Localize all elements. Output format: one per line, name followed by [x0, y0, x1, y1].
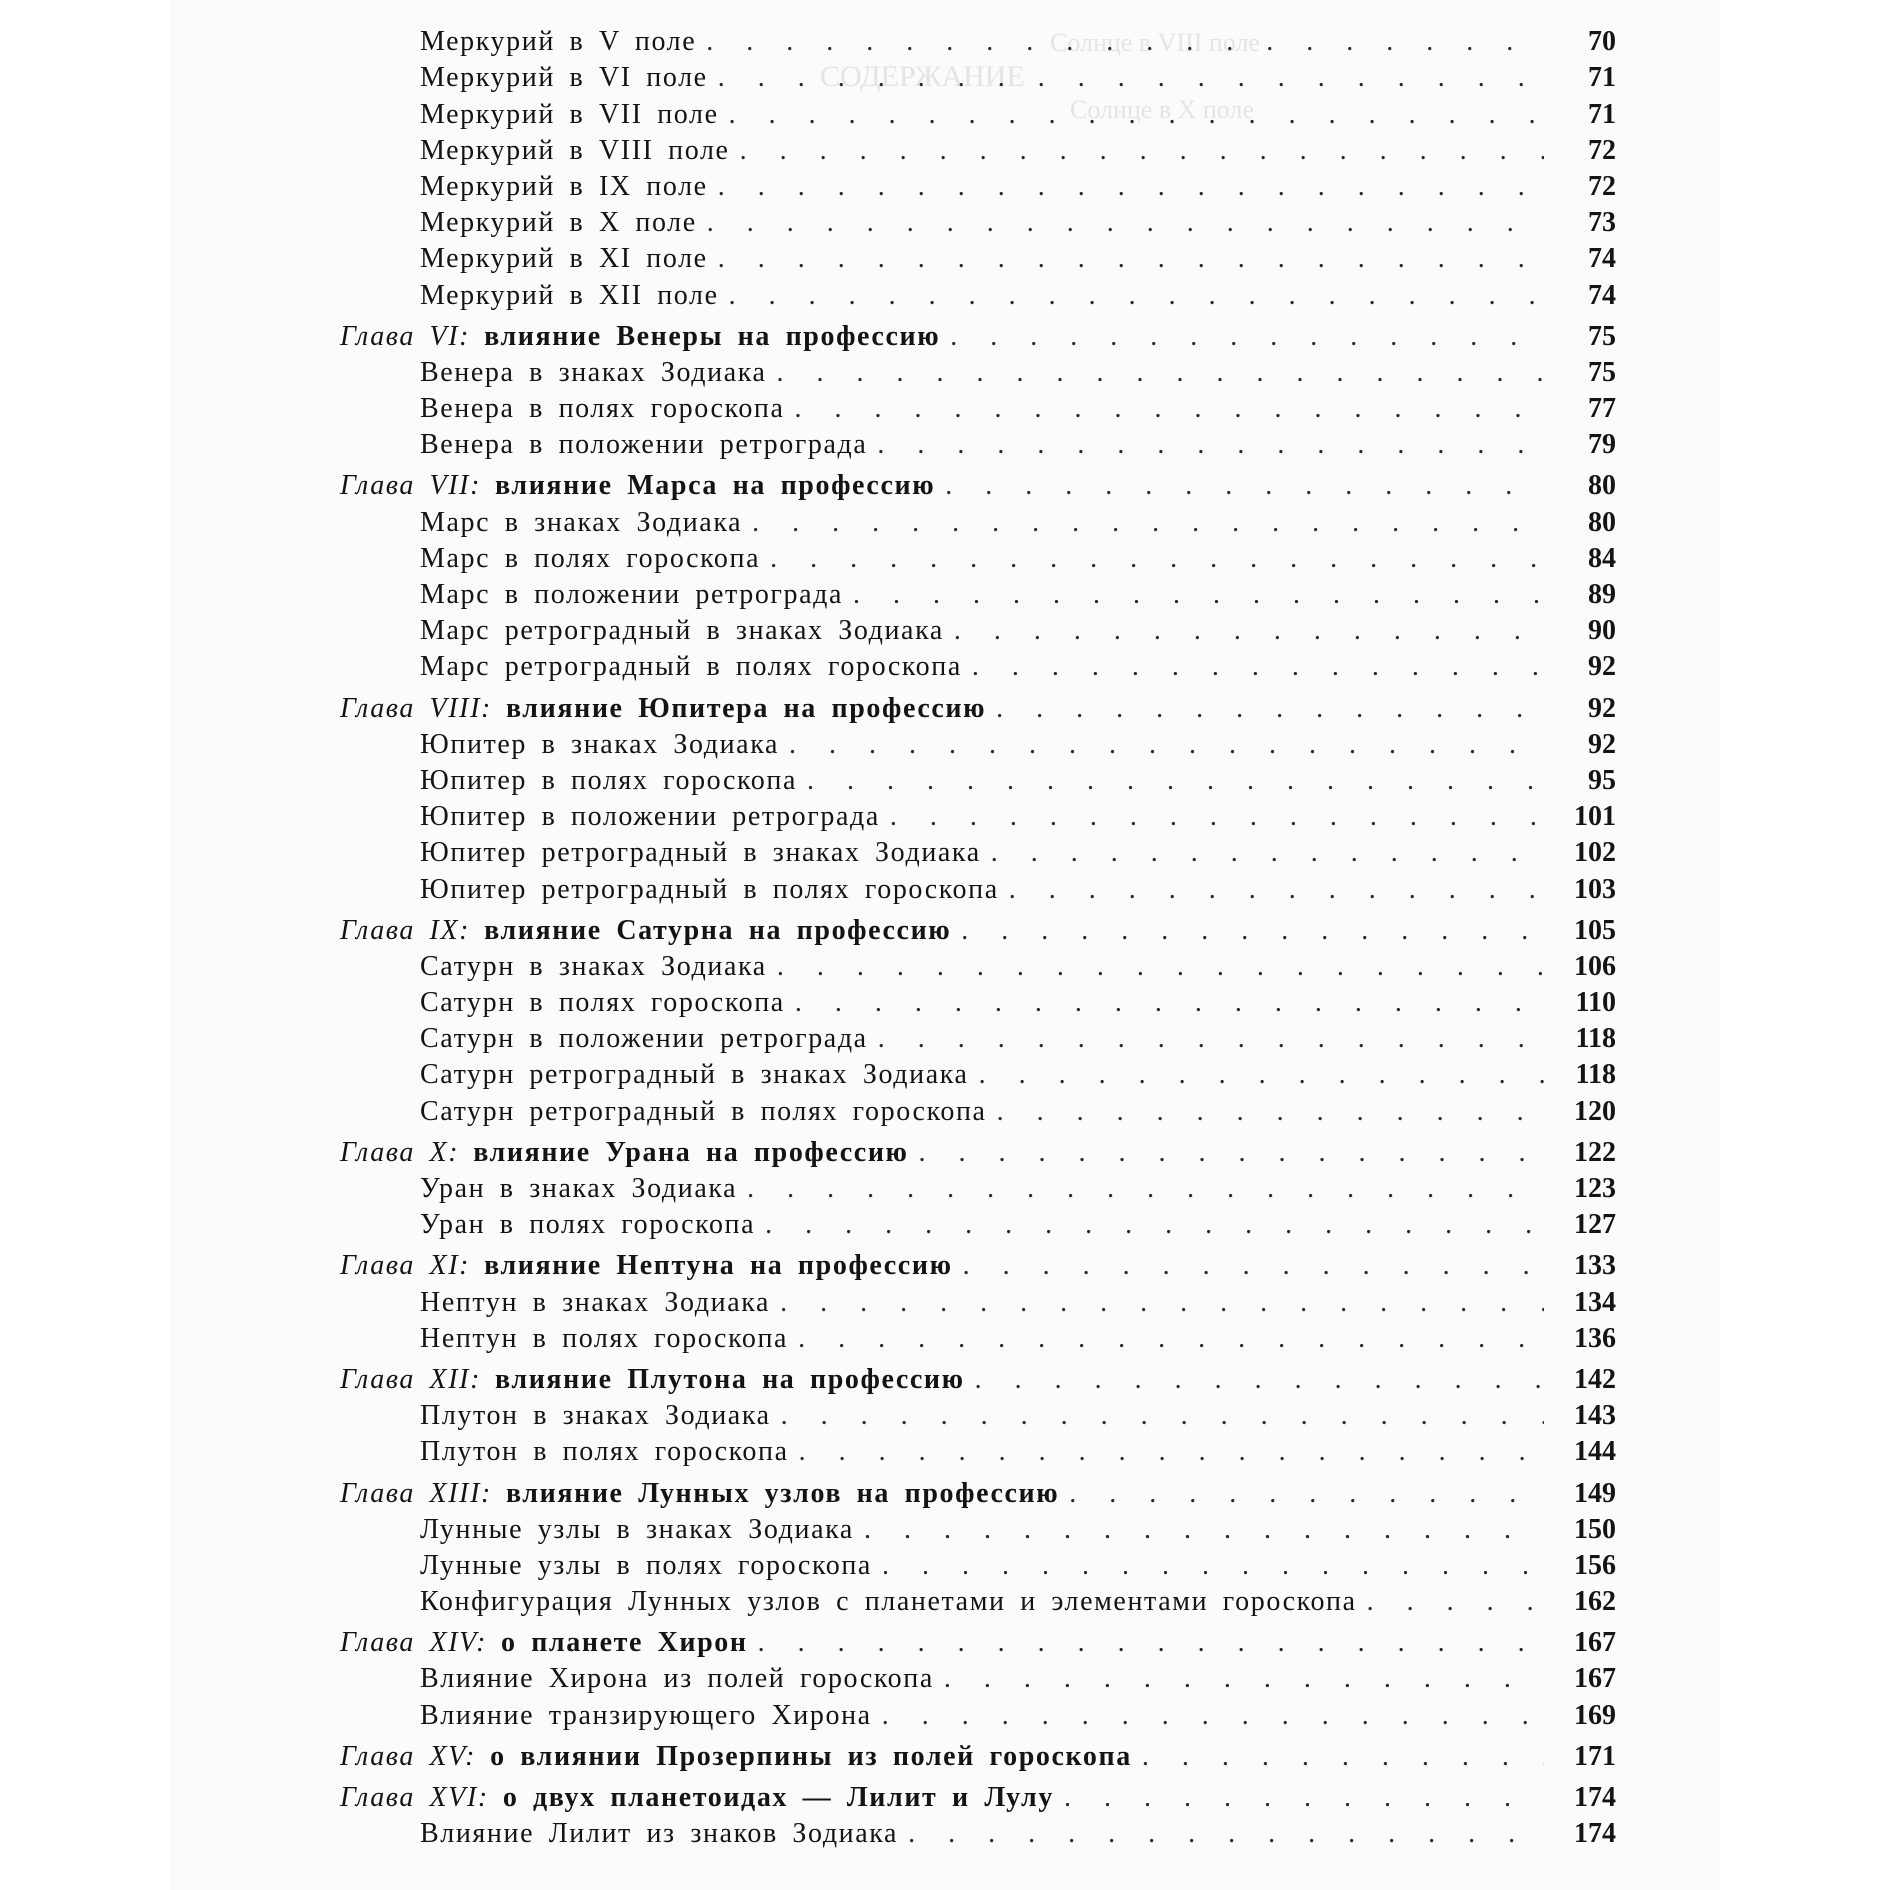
chapter-title: влияние Сатурна на профессию [484, 914, 952, 946]
dot-leader [795, 392, 1544, 426]
page-number: 79 [1588, 429, 1616, 461]
dot-leader [1009, 873, 1544, 907]
toc-sub-entry[interactable] [340, 1320, 1616, 1356]
dot-leader [1367, 1585, 1544, 1619]
toc-chapter-entry[interactable] [340, 912, 1616, 948]
dot-leader [972, 650, 1544, 684]
dot-leader [979, 1058, 1544, 1092]
page-number: 167 [1574, 1627, 1616, 1659]
dot-leader [919, 1136, 1544, 1170]
toc-sub-entry[interactable] [340, 1092, 1616, 1128]
dot-leader [777, 950, 1544, 984]
page-number: 90 [1588, 615, 1616, 647]
entry-title: Меркурий в VIII поле [420, 134, 730, 166]
page-number: 92 [1588, 651, 1616, 683]
toc-sub-entry[interactable] [340, 1170, 1616, 1206]
entry-title: Меркурий в XI поле [420, 243, 708, 275]
page-number: 80 [1588, 506, 1616, 538]
toc-sub-entry[interactable] [340, 503, 1616, 539]
toc-sub-entry[interactable] [340, 726, 1616, 762]
page-number: 174 [1574, 1782, 1616, 1813]
dot-leader [945, 469, 1544, 503]
page-number: 110 [1575, 987, 1616, 1019]
page-number: 156 [1574, 1549, 1616, 1581]
toc-sub-entry[interactable] [340, 1660, 1616, 1696]
entry-title: Влияние Лилит из знаков Зодиака [420, 1818, 899, 1850]
entry-title: Влияние транзирующего Хирона [420, 1699, 872, 1731]
page-number: 70 [1588, 26, 1616, 58]
entry-title: Юпитер ретроградный в знаках Зодиака [420, 837, 981, 869]
dot-leader [961, 914, 1544, 948]
page-number: 75 [1588, 320, 1616, 352]
page-number: 101 [1574, 801, 1616, 833]
dot-leader [780, 1286, 1544, 1320]
entry-title: Сатурн в знаках Зодиака [420, 950, 767, 982]
chapter-title: влияние Нептуна на профессию [484, 1250, 953, 1282]
chapter-heading [340, 1626, 748, 1660]
toc-sub-entry[interactable] [340, 1696, 1616, 1732]
entry-title: Юпитер в полях гороскопа [420, 764, 798, 796]
entry-title: Уран в знаках Зодиака [420, 1173, 738, 1204]
chapter-title: о планете Хирон [501, 1627, 748, 1659]
page-number: 122 [1574, 1136, 1616, 1168]
toc-sub-entry[interactable] [340, 1433, 1616, 1469]
toc-sub-entry[interactable] [340, 240, 1616, 276]
entry-title: Меркурий в VI поле [420, 62, 708, 94]
dot-leader [729, 98, 1544, 132]
toc-sub-entry[interactable] [340, 204, 1616, 240]
toc-chapter-entry[interactable] [340, 1247, 1616, 1283]
toc-sub-entry[interactable] [340, 762, 1616, 798]
toc-sub-entry[interactable] [340, 1283, 1616, 1319]
page-number: 72 [1588, 170, 1616, 202]
toc-chapter-entry[interactable] [340, 318, 1616, 354]
dot-leader [864, 1513, 1544, 1547]
dot-leader [877, 428, 1544, 462]
chapter-heading [340, 692, 986, 726]
page-number: 89 [1588, 579, 1616, 610]
page-number: 71 [1588, 98, 1616, 130]
entry-title: Уран в полях гороскопа [420, 1209, 756, 1241]
entry-title: Меркурий в V поле [420, 26, 697, 58]
entry-title: Лунные узлы в знаках Зодиака [420, 1513, 854, 1545]
chapter-heading [340, 1781, 1054, 1815]
chapter-label: Глава XIII: [340, 1477, 492, 1509]
chapter-heading [340, 320, 940, 354]
page-number: 92 [1588, 692, 1616, 724]
toc-sub-entry[interactable] [340, 1511, 1616, 1547]
page-number: 73 [1588, 207, 1616, 239]
dot-leader [944, 1662, 1544, 1696]
entry-title: Венера в полях гороскопа [420, 393, 785, 425]
dot-leader [882, 1699, 1544, 1733]
page-number: 102 [1574, 837, 1616, 869]
toc-sub-entry[interactable] [340, 648, 1616, 684]
chapter-title: о влиянии Прозерпины из полей гороскопа [490, 1740, 1132, 1772]
toc-sub-entry[interactable] [340, 354, 1616, 390]
chapter-heading [340, 1740, 1132, 1774]
dot-leader [799, 1435, 1544, 1469]
chapter-label: Глава VII: [340, 470, 482, 502]
dot-leader [798, 1322, 1544, 1356]
toc-sub-entry[interactable] [340, 576, 1616, 612]
chapter-heading [340, 1136, 909, 1170]
chapter-title: влияние Марса на профессию [495, 470, 936, 502]
chapter-heading [340, 469, 935, 503]
dot-leader [1064, 1781, 1544, 1815]
dot-leader [740, 134, 1544, 168]
entry-title: Меркурий в IX поле [420, 170, 708, 202]
dot-leader [718, 170, 1544, 204]
dot-leader [1069, 1477, 1544, 1511]
dot-leader [997, 1095, 1544, 1129]
dot-leader [908, 1817, 1544, 1851]
page-number: 74 [1588, 279, 1616, 311]
entry-title: Меркурий в VII поле [420, 98, 719, 130]
entry-title: Меркурий в X поле [420, 207, 697, 239]
toc-sub-entry[interactable] [340, 870, 1616, 906]
toc-sub-entry[interactable] [340, 1547, 1616, 1583]
dot-leader [765, 1208, 1544, 1242]
page-number: 149 [1574, 1477, 1616, 1509]
chapter-heading [340, 1477, 1059, 1511]
page-number: 118 [1575, 1059, 1616, 1091]
bleed-through-text: Солнце в VIII поле [1050, 28, 1260, 57]
dot-leader [975, 1363, 1544, 1397]
dot-leader [718, 242, 1544, 276]
toc-sub-entry[interactable] [340, 1397, 1616, 1433]
entry-title: Сатурн ретроградный в знаках Зодиака [420, 1059, 969, 1091]
chapter-heading [340, 914, 951, 948]
page-number: 103 [1574, 873, 1616, 905]
page-number: 84 [1588, 542, 1616, 574]
dot-leader [1142, 1740, 1544, 1774]
toc-chapter-entry[interactable] [340, 1624, 1616, 1660]
dot-leader [789, 728, 1544, 762]
page-number: 167 [1574, 1663, 1616, 1695]
dot-leader [950, 320, 1544, 354]
bleed-through-text: СОДЕРЖАНИЕ [820, 60, 1025, 93]
table-of-contents [340, 23, 1616, 1851]
chapter-label: Глава VI: [340, 320, 471, 352]
toc-sub-entry[interactable] [340, 984, 1616, 1020]
page-number: 106 [1574, 950, 1616, 982]
entry-title: Плутон в знаках Зодиака [420, 1400, 771, 1432]
toc-sub-entry[interactable] [340, 948, 1616, 984]
page-number: 143 [1574, 1400, 1616, 1432]
chapter-label: Глава X: [340, 1136, 460, 1168]
entry-title: Юпитер в знаках Зодиака [420, 728, 779, 760]
entry-title: Юпитер ретроградный в полях гороскопа [420, 873, 999, 905]
toc-chapter-entry[interactable] [340, 1361, 1616, 1397]
entry-title: Марс в полях гороскопа [420, 542, 761, 574]
dot-leader [706, 25, 1544, 59]
toc-chapter-entry[interactable] [340, 1779, 1616, 1815]
dot-leader [807, 764, 1544, 798]
toc-sub-entry[interactable] [340, 59, 1616, 95]
dot-leader [729, 279, 1544, 313]
page-number: 134 [1574, 1286, 1616, 1318]
toc-sub-entry[interactable] [340, 1206, 1616, 1242]
page-number: 105 [1574, 914, 1616, 946]
dot-leader [996, 692, 1544, 726]
entry-title: Лунные узлы в полях гороскопа [420, 1549, 872, 1581]
toc-chapter-entry[interactable] [340, 467, 1616, 503]
dot-leader [781, 1399, 1544, 1433]
toc-sub-entry[interactable] [340, 1583, 1616, 1619]
toc-chapter-entry[interactable] [340, 1474, 1616, 1510]
toc-sub-entry[interactable] [340, 23, 1616, 59]
toc-sub-entry[interactable] [340, 168, 1616, 204]
page-number: 133 [1574, 1250, 1616, 1282]
entry-title: Венера в положении ретрограда [420, 429, 868, 461]
page-number: 162 [1574, 1586, 1616, 1618]
dot-leader [795, 986, 1544, 1020]
dot-leader [752, 506, 1544, 540]
dot-leader [770, 542, 1544, 576]
toc-sub-entry[interactable] [340, 798, 1616, 834]
chapter-label: Глава IX: [340, 914, 471, 946]
entry-title: Венера в знаках Зодиака [420, 356, 767, 388]
toc-chapter-entry[interactable] [340, 1738, 1616, 1774]
entry-title: Конфигурация Лунных узлов с планетами и элементами гороскопа [420, 1586, 1357, 1618]
page-number: 72 [1588, 134, 1616, 166]
page-number: 77 [1588, 393, 1616, 425]
dot-leader [954, 614, 1544, 648]
entry-title: Сатурн в полях гороскопа [420, 987, 785, 1019]
toc-sub-entry[interactable] [340, 540, 1616, 576]
toc-sub-entry[interactable] [340, 1056, 1616, 1092]
dot-leader [718, 61, 1544, 95]
page-number: 75 [1588, 356, 1616, 388]
entry-title: Юпитер в положении ретрограда [420, 801, 880, 833]
chapter-title: влияние Урана на профессию [473, 1136, 909, 1168]
entry-title: Меркурий в XII поле [420, 279, 719, 311]
chapter-heading [340, 1363, 965, 1397]
dot-leader [991, 836, 1544, 870]
chapter-label: Глава XII: [340, 1363, 482, 1395]
toc-sub-entry[interactable] [340, 132, 1616, 168]
chapter-heading [340, 1249, 953, 1283]
toc-sub-entry[interactable] [340, 95, 1616, 131]
page-number: 171 [1574, 1740, 1616, 1772]
entry-title: Нептун в полях гороскопа [420, 1322, 789, 1354]
entry-title: Марс в положении ретрограда [420, 579, 844, 610]
toc-sub-entry[interactable] [340, 390, 1616, 426]
entry-title: Плутон в полях гороскопа [420, 1436, 789, 1468]
dot-leader [707, 206, 1544, 240]
chapter-label: Глава XVI: [340, 1782, 489, 1813]
page-number: 136 [1574, 1322, 1616, 1354]
page-number: 150 [1574, 1513, 1616, 1545]
entry-title: Марс ретроградный в знаках Зодиака [420, 615, 944, 647]
dot-leader [853, 578, 1544, 612]
page-number: 142 [1574, 1363, 1616, 1395]
page-number: 95 [1588, 764, 1616, 796]
chapter-label: Глава VIII: [340, 692, 492, 724]
page-number: 123 [1574, 1173, 1616, 1204]
page-number: 169 [1574, 1699, 1616, 1731]
page-number: 80 [1588, 470, 1616, 502]
toc-chapter-entry[interactable] [340, 1134, 1616, 1170]
entry-title: Сатурн ретроградный в полях гороскопа [420, 1095, 987, 1127]
toc-sub-entry[interactable] [340, 426, 1616, 462]
chapter-label: Глава XIV: [340, 1627, 487, 1659]
dot-leader [963, 1249, 1544, 1283]
bleed-through-text: Солнце в X поле [1070, 95, 1254, 124]
toc-sub-entry[interactable] [340, 612, 1616, 648]
chapter-title: влияние Плутона на профессию [495, 1363, 965, 1395]
dot-leader [747, 1172, 1544, 1206]
entry-title: Марс в знаках Зодиака [420, 506, 743, 538]
dot-leader [882, 1549, 1544, 1583]
toc-sub-entry[interactable] [340, 834, 1616, 870]
page-number: 71 [1588, 62, 1616, 94]
dot-leader [890, 800, 1544, 834]
toc-sub-entry[interactable] [340, 1815, 1616, 1851]
dot-leader [777, 356, 1544, 390]
entry-title: Влияние Хирона из полей гороскопа [420, 1663, 934, 1695]
dot-leader [758, 1626, 1544, 1660]
chapter-title: о двух планетоидах — Лилит и Лулу [502, 1782, 1054, 1813]
page-number: 74 [1588, 243, 1616, 275]
chapter-title: влияние Лунных узлов на профессию [505, 1477, 1060, 1509]
chapter-label: Глава XV: [340, 1740, 477, 1772]
page-number: 174 [1574, 1818, 1616, 1850]
entry-title: Сатурн в положении ретрограда [420, 1023, 868, 1055]
chapter-label: Глава XI: [340, 1250, 471, 1282]
toc-chapter-entry[interactable] [340, 689, 1616, 725]
entry-title: Нептун в знаках Зодиака [420, 1286, 771, 1318]
page-number: 118 [1575, 1023, 1616, 1055]
dot-leader [878, 1022, 1544, 1056]
chapter-title: влияние Венеры на профессию [484, 320, 941, 352]
page-number: 92 [1588, 728, 1616, 760]
toc-sub-entry[interactable] [340, 1020, 1616, 1056]
toc-sub-entry[interactable] [340, 276, 1616, 312]
page-number: 144 [1574, 1436, 1616, 1468]
page-number: 127 [1574, 1209, 1616, 1241]
entry-title: Марс ретроградный в полях гороскопа [420, 651, 962, 683]
page-number: 120 [1574, 1095, 1616, 1127]
chapter-title: влияние Юпитера на профессию [505, 692, 987, 724]
